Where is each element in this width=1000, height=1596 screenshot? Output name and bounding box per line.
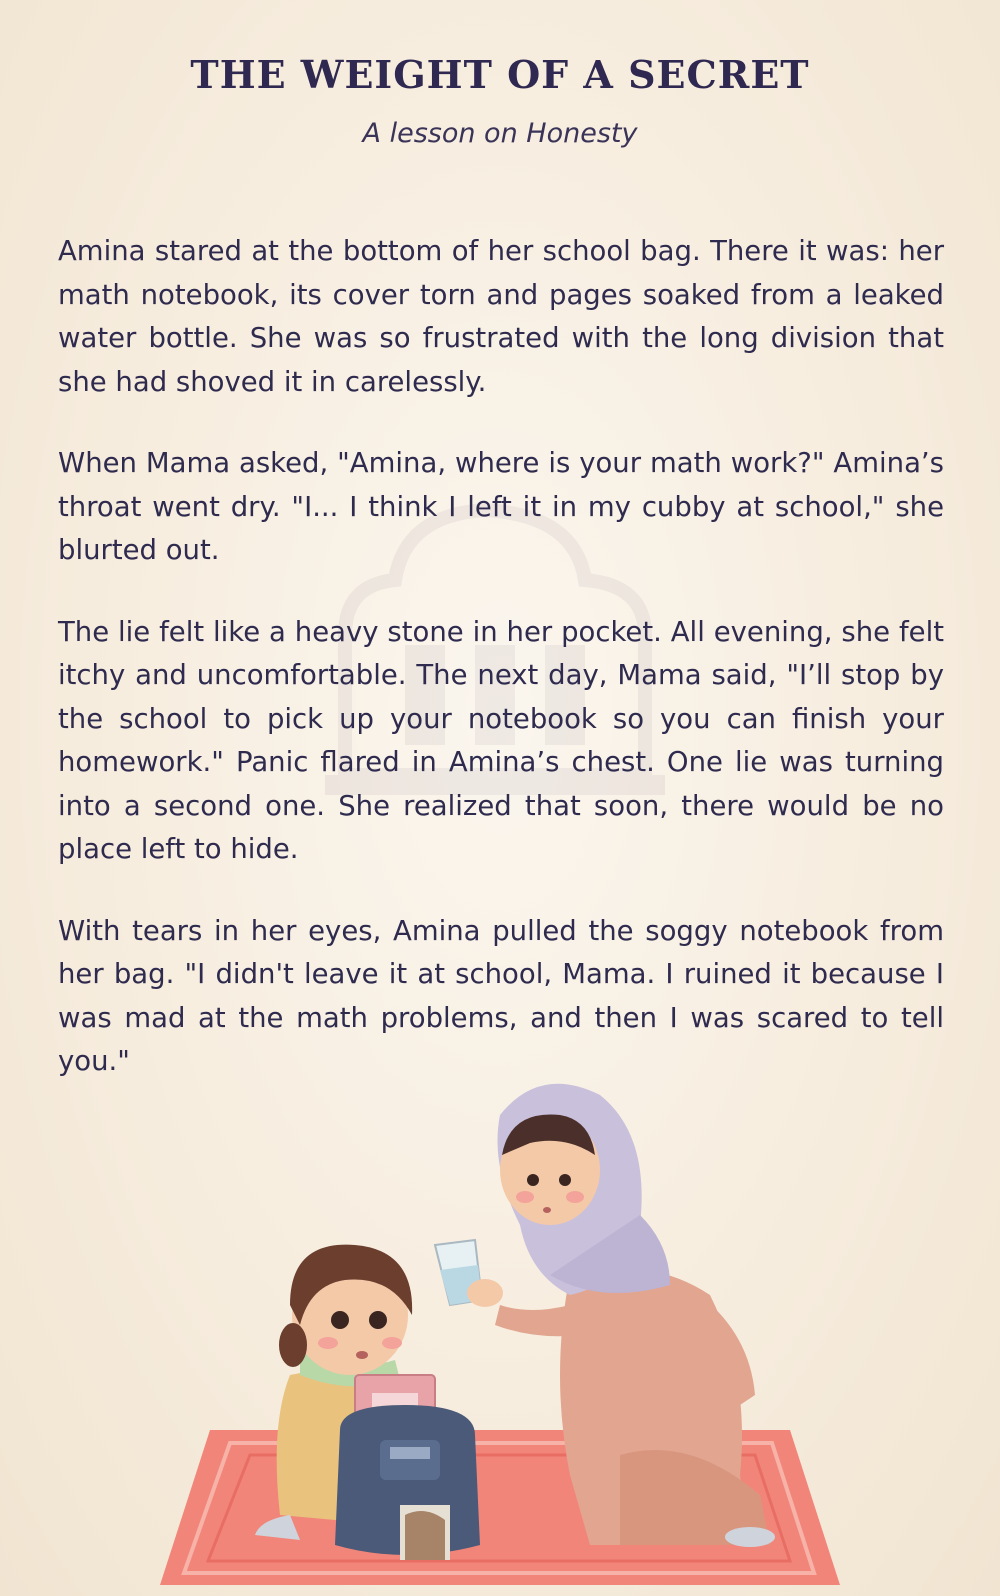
story-paragraph-3: The lie felt like a heavy stone in her pocket. All evening, she felt itchy and uncomfortable. The next day, Mama said, "I’ll stop by the school to pick up your notebook so you can finish your homework." Panic flared in Amina’s chest. One lie was turning into a second one. She realized that soon, there would be no place left to hide. <box>58 615 944 865</box>
story-title: THE WEIGHT OF A SECRET <box>190 52 810 97</box>
story-paragraph-4: With tears in her eyes, Amina pulled the soggy notebook from her bag. "I didn't leave it at school, Mama. I ruined it because I was mad at the math problems, and then I was scared to tell you." <box>58 914 944 1077</box>
story-body <box>58 230 944 1122</box>
story-subtitle: A lesson on Honesty <box>362 118 638 149</box>
water-glass <box>435 1240 503 1307</box>
backpack <box>335 1405 480 1560</box>
story-illustration <box>150 1075 850 1596</box>
story-paragraph-1: Amina stared at the bottom of her school bag. There it was: her math notebook, its cover torn and pages soaked from a leaked water bottle. She was so frustrated with the long division that she had shoved it in carelessly. <box>58 235 944 398</box>
story-paragraph-2: When Mama asked, "Amina, where is your math work?" Amina’s throat went dry. "I... I think I left it in my cubby at school," she blurted out. <box>58 447 944 566</box>
